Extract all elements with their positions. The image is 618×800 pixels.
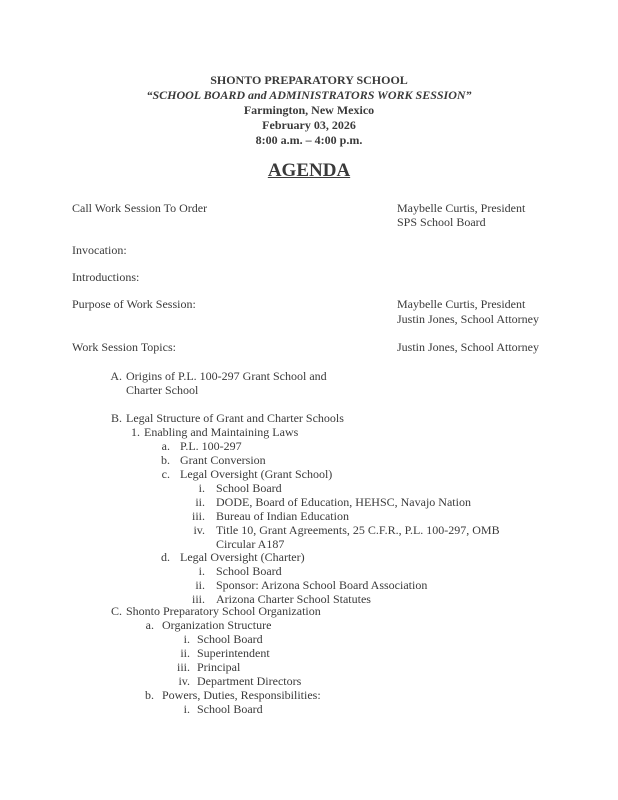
outline-item: Legal Structure of Grant and Charter Schools (126, 411, 344, 425)
outline-number: b. (145, 688, 154, 702)
outline-number: iii. (191, 592, 205, 606)
event-title: “SCHOOL BOARD and ADMINISTRATORS WORK SESSION” (146, 88, 472, 102)
outline-number: c. (161, 467, 170, 481)
outline-number: 1. (131, 425, 140, 439)
outline-item: Legal Oversight (Grant School) (180, 467, 333, 481)
presenter: Justin Jones, School Attorney (397, 312, 540, 326)
outline-number: iv. (193, 523, 205, 537)
outline-item: School Board (197, 632, 263, 646)
outline-item: School Board (197, 702, 263, 716)
outline-item: Bureau of Indian Education (216, 509, 349, 523)
outline-item: Sponsor: Arizona School Board Association (216, 578, 428, 592)
presenter: SPS School Board (397, 215, 486, 229)
outline-number: a. (161, 439, 170, 453)
outline-item: School Board (216, 481, 282, 495)
outline-number: i. (183, 632, 190, 646)
outline-number: i. (198, 481, 205, 495)
outline-item: Powers, Duties, Responsibilities: (162, 688, 321, 702)
outline-number: A. (110, 369, 122, 383)
outline-item: Legal Oversight (Charter) (180, 550, 305, 564)
outline-item: Charter School (126, 383, 199, 397)
outline-number: ii. (195, 495, 205, 509)
outline-number: i. (183, 702, 190, 716)
item-purpose: Purpose of Work Session: (72, 297, 196, 311)
agenda-title: AGENDA (267, 160, 351, 181)
outline-item: Circular A187 (216, 537, 285, 551)
item-topics: Work Session Topics: (72, 340, 176, 354)
outline-number: ii. (180, 646, 190, 660)
outline-number: d. (161, 550, 170, 564)
outline-number: B. (110, 411, 122, 425)
outline-number: a. (145, 618, 154, 632)
outline-item: Enabling and Maintaining Laws (144, 425, 299, 439)
outline-item: Title 10, Grant Agreements, 25 C.F.R., P.L. 100-297, OMB (216, 523, 500, 537)
outline-number: b. (161, 453, 170, 467)
outline-item: Grant Conversion (180, 453, 266, 467)
date: February 03, 2026 (262, 118, 356, 132)
outline-item: Principal (197, 660, 241, 674)
presenter: Maybelle Curtis, President (397, 201, 526, 215)
outline-number: i. (198, 564, 205, 578)
outline-number: iv. (178, 674, 190, 688)
outline-number: iii. (191, 509, 205, 523)
outline-item: DODE, Board of Education, HEHSC, Navajo Nation (216, 495, 471, 509)
presenter: Justin Jones, School Attorney (397, 340, 540, 354)
school-name: SHONTO PREPARATORY SCHOOL (210, 73, 408, 87)
outline-item: Arizona Charter School Statutes (216, 592, 371, 606)
presenter: Maybelle Curtis, President (397, 297, 526, 311)
outline-item: Origins of P.L. 100-297 Grant School and (126, 369, 327, 383)
outline-item: P.L. 100-297 (180, 439, 242, 453)
outline-item: School Board (216, 564, 282, 578)
time: 8:00 a.m. – 4:00 p.m. (255, 133, 363, 147)
outline-number: C. (110, 604, 122, 618)
outline-item: Shonto Preparatory School Organization (126, 604, 321, 618)
item-call-to-order: Call Work Session To Order (72, 201, 208, 215)
outline-item: Superintendent (197, 646, 270, 660)
outline-number: ii. (195, 578, 205, 592)
outline-item: Organization Structure (162, 618, 272, 632)
outline-number: iii. (176, 660, 190, 674)
location: Farmington, New Mexico (243, 103, 375, 117)
outline-item: Department Directors (197, 674, 302, 688)
item-introductions: Introductions: (72, 270, 140, 284)
item-invocation: Invocation: (72, 243, 127, 257)
